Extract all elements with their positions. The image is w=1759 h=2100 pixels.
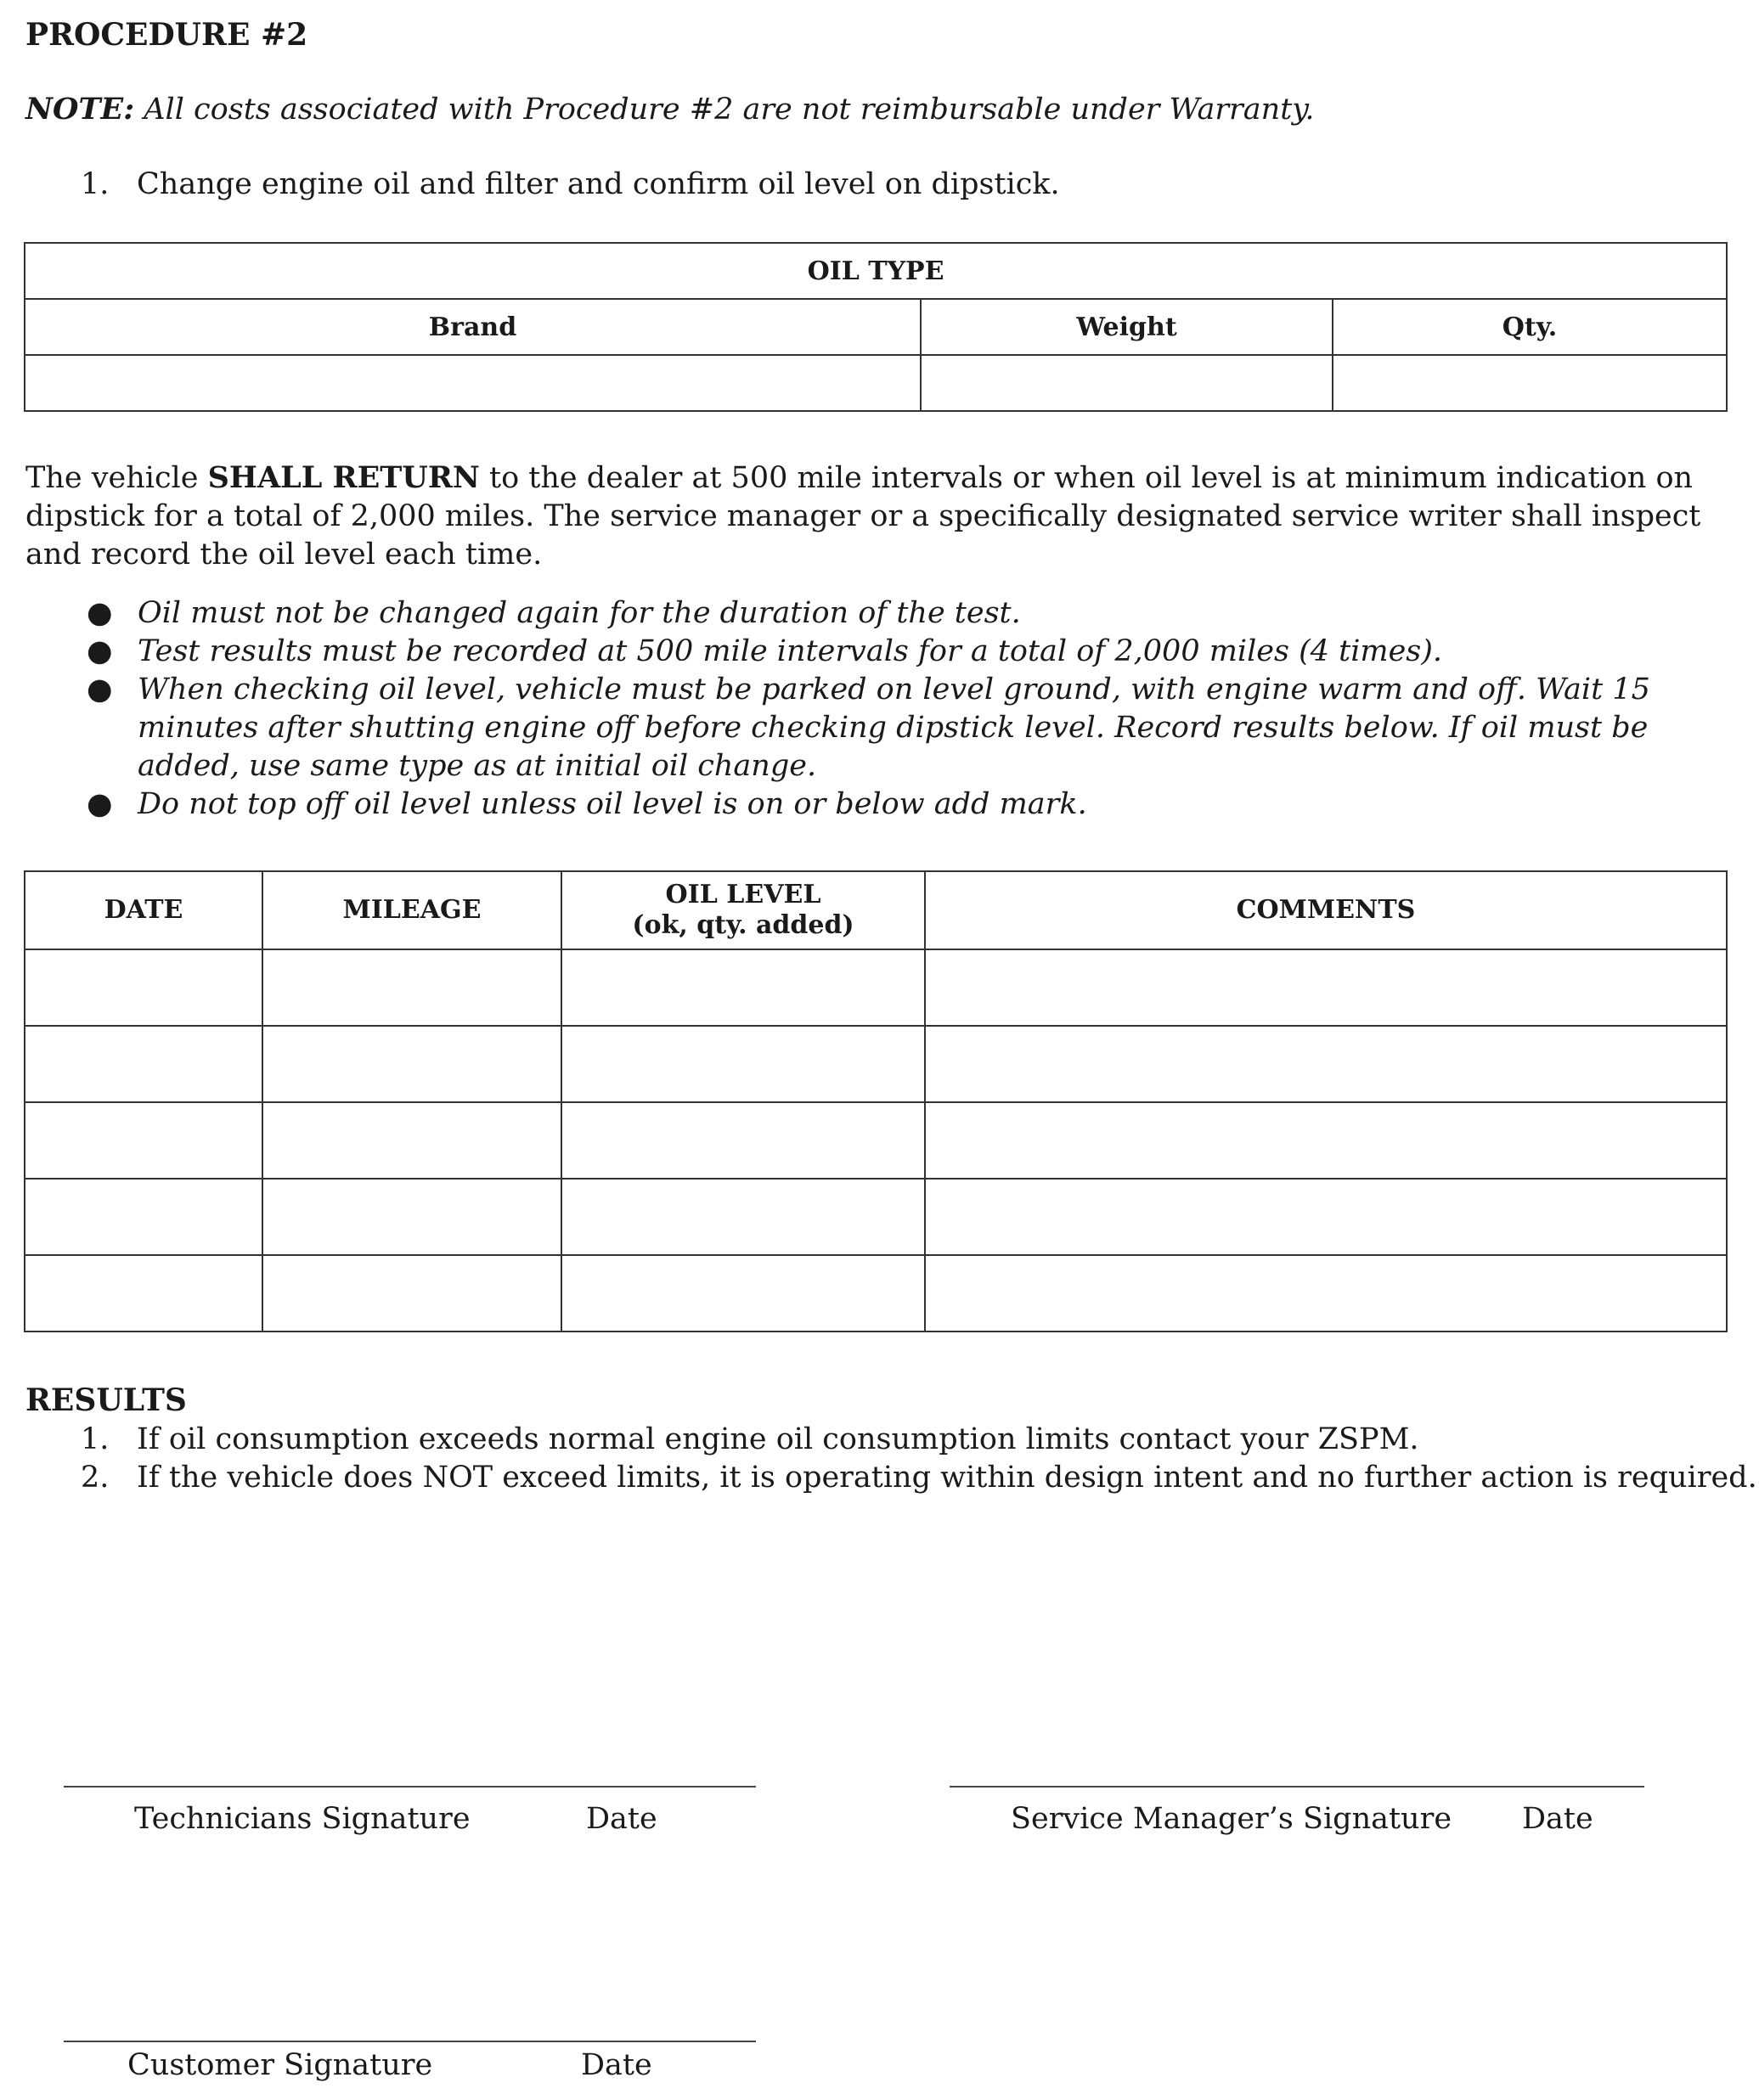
table-row: [25, 1255, 1727, 1332]
result-text: If oil consumption exceeds normal engine oil consumption limits contact your ZSPM.: [137, 1422, 1419, 1456]
oil-level-label: OIL LEVEL: [665, 880, 821, 909]
oil-type-header: OIL TYPE: [25, 243, 1727, 299]
technician-signature-line[interactable]: [64, 1786, 756, 1788]
list-item: [25, 633, 1758, 671]
comments-cell[interactable]: [925, 1102, 1727, 1179]
table-row: [25, 1026, 1727, 1102]
mileage-cell[interactable]: [262, 1179, 561, 1255]
oil-level-cell[interactable]: [561, 1179, 925, 1255]
oil-level-cell[interactable]: [561, 1026, 925, 1102]
customer-signature-label: Customer Signature: [127, 2048, 433, 2082]
weight-header: Weight: [921, 299, 1333, 355]
step-number: 1.: [81, 167, 110, 201]
note-text: All costs associated with Procedure #2 are not reimbursable under Warranty.: [144, 93, 1315, 127]
weight-field[interactable]: [921, 355, 1333, 411]
bullet-icon: ●: [87, 673, 113, 707]
result-text: If the vehicle does NOT exceed limits, it is operating within design intent and no further action is required.: [137, 1461, 1757, 1495]
comments-cell[interactable]: [925, 1255, 1727, 1332]
oil-level-log-table: [24, 870, 1728, 1332]
technician-signature-label: Technicians Signature: [134, 1802, 471, 1836]
result-item-2: [81, 1461, 1757, 1503]
mileage-cell[interactable]: [262, 1026, 561, 1102]
date-cell[interactable]: [25, 1102, 262, 1179]
mileage-header: MILEAGE: [262, 871, 561, 949]
mileage-cell[interactable]: [262, 1102, 561, 1179]
paragraph-pre: The vehicle: [25, 461, 208, 495]
bullet-icon: ●: [87, 596, 113, 630]
comments-cell[interactable]: [925, 1026, 1727, 1102]
customer-date-label: Date: [581, 2048, 652, 2082]
step-text: Change engine oil and filter and confirm oil level on dipstick.: [137, 167, 1060, 201]
shall-return-text: SHALL RETURN: [207, 460, 480, 495]
result-number: 1.: [81, 1422, 110, 1456]
paragraph-post: to the dealer at 500 mile intervals or when oil level is at minimum indication on dipstick for a total of 2,000 miles. The service manager or a specifically designated service writer shall inspect and record the oil level each time.: [25, 461, 1701, 571]
table-row: [25, 1102, 1727, 1179]
date-cell[interactable]: [25, 1179, 262, 1255]
bullet-list: [25, 594, 1758, 824]
bullet-icon: ●: [87, 787, 113, 821]
oil-level-cell[interactable]: [561, 1255, 925, 1332]
comments-header: COMMENTS: [925, 871, 1727, 949]
comments-cell[interactable]: [925, 1179, 1727, 1255]
list-item: [25, 671, 1758, 785]
qty-field[interactable]: [1333, 355, 1727, 411]
manager-signature-label: Service Manager’s Signature: [1011, 1802, 1452, 1836]
mileage-cell[interactable]: [262, 949, 561, 1026]
brand-field[interactable]: [25, 355, 921, 411]
note-label: NOTE:: [25, 92, 135, 127]
oil-level-cell[interactable]: [561, 949, 925, 1026]
bullet-text: Test results must be recorded at 500 mile intervals for a total of 2,000 miles (4 times).: [138, 634, 1443, 668]
bullet-text: When checking oil level, vehicle must be parked on level ground, with engine warm and off. Wait 15 minutes after shutting engine off before checking dipstick level. Record results below. If oil must be added, use same type as at initial oil change.: [138, 673, 1650, 783]
table-row: [25, 949, 1727, 1026]
date-cell[interactable]: [25, 1255, 262, 1332]
manager-signature-line[interactable]: [950, 1786, 1644, 1788]
mileage-cell[interactable]: [262, 1255, 561, 1332]
customer-signature-line[interactable]: [64, 2041, 756, 2042]
date-header: DATE: [25, 871, 262, 949]
oil-type-table: [24, 242, 1728, 412]
oil-level-sublabel: (ok, qty. added): [632, 910, 854, 940]
bullet-icon: ●: [87, 634, 113, 668]
date-cell[interactable]: [25, 949, 262, 1026]
page-title: PROCEDURE #2: [25, 17, 308, 53]
brand-header: Brand: [25, 299, 921, 355]
result-item-1: [81, 1422, 1745, 1465]
manager-date-label: Date: [1522, 1802, 1593, 1836]
warranty-note: [25, 92, 1315, 127]
results-heading: RESULTS: [25, 1382, 187, 1418]
qty-header: Qty.: [1333, 299, 1727, 355]
list-item: [25, 594, 1758, 633]
oil-level-header: [561, 871, 925, 949]
bullet-text: Oil must not be changed again for the duration of the test.: [138, 596, 1021, 630]
technician-date-label: Date: [586, 1802, 657, 1836]
result-number: 2.: [81, 1461, 110, 1495]
step-1: [81, 167, 1355, 210]
list-item: [25, 785, 1758, 824]
table-row: [25, 1179, 1727, 1255]
date-cell[interactable]: [25, 1026, 262, 1102]
return-instructions: [25, 459, 1733, 574]
oil-level-cell[interactable]: [561, 1102, 925, 1179]
comments-cell[interactable]: [925, 949, 1727, 1026]
bullet-text: Do not top off oil level unless oil level is on or below add mark.: [138, 787, 1087, 821]
